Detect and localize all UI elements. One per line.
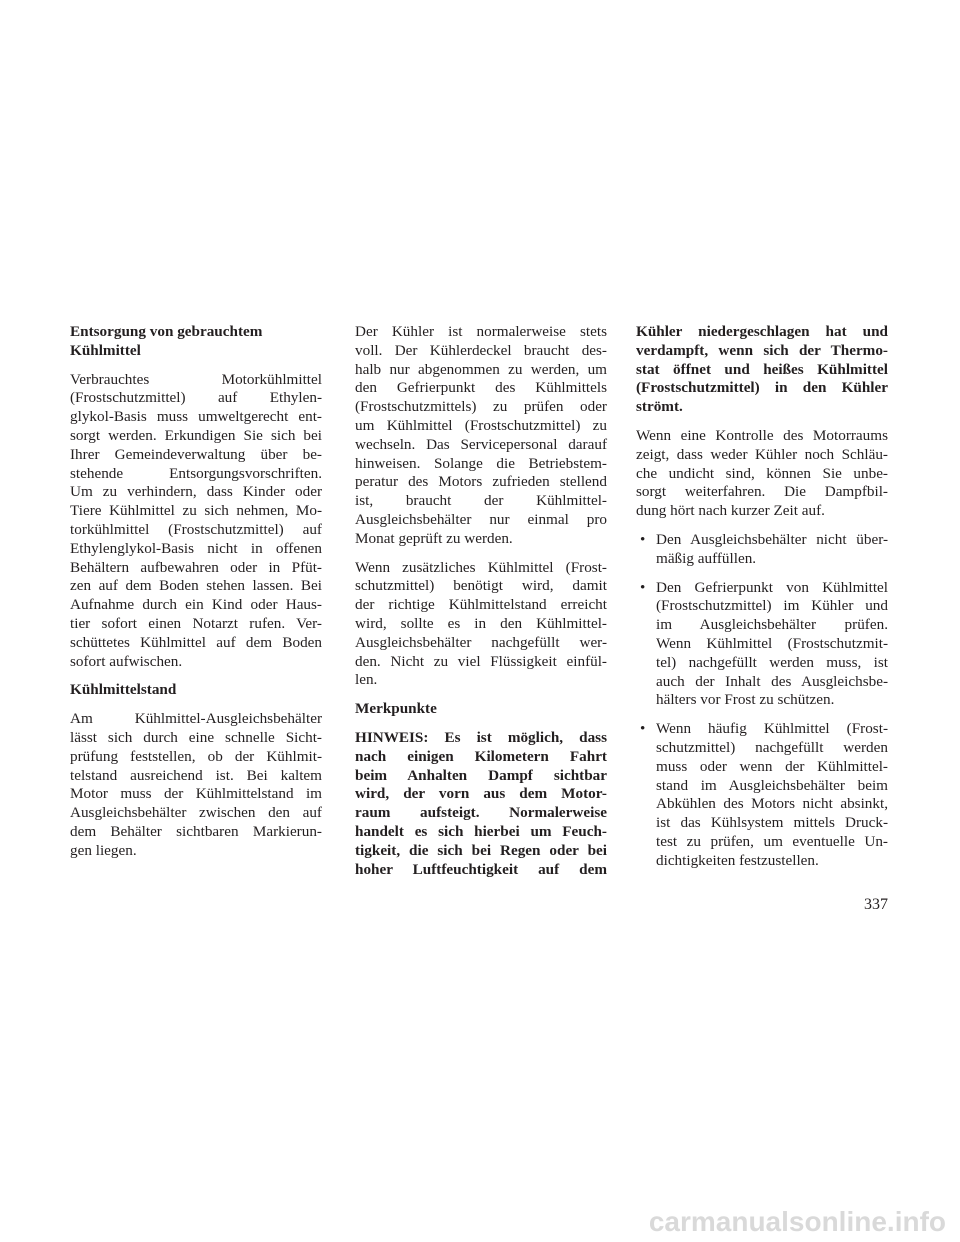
- text-line: schutzmittel) nachgefüllt werden: [656, 738, 888, 756]
- text-line: den Gefrierpunkt des Kühlmittels: [355, 379, 607, 397]
- text-line: Wenn zusätzliches Kühlmittel (Frost-: [355, 558, 607, 576]
- note-steam-continued: [636, 323, 888, 417]
- list-item-text: [656, 720, 888, 870]
- text-line: prüfung feststellen, ob der Kühlmit-: [70, 747, 322, 765]
- text-line: Wenn eine Kontrolle des Motorraums: [636, 426, 888, 444]
- text-line: Behältern aufbewahren oder in Pfüt-: [70, 558, 322, 576]
- text-line: zeigt, dass weder Kühler noch Schläu-: [636, 445, 888, 463]
- text-line: Den Gefrierpunkt von Kühlmittel: [656, 578, 888, 596]
- list-item: [636, 720, 888, 870]
- text-line: lässt sich durch eine schnelle Sicht-: [70, 728, 322, 746]
- text-line: Verbrauchtes Motorkühlmittel: [70, 370, 322, 388]
- column-middle: [355, 323, 607, 889]
- text-line: den. Nicht zu viel Flüssigkeit einfül-: [355, 652, 607, 670]
- text-line: Der Kühler ist normalerweise stets: [355, 323, 607, 340]
- paragraph-coolant-level: [70, 710, 322, 860]
- text-line: wird, der vorn aus dem Motor-: [355, 785, 607, 803]
- text-line: Um zu verhindern, dass Kinder oder: [70, 483, 322, 501]
- text-line: um Kühlmittel (Frostschutzmittel) zu: [355, 416, 607, 434]
- text-line: nach einigen Kilometern Fahrt: [355, 747, 607, 765]
- text-line: sorgt weiterfahren. Die Dampfbil-: [636, 483, 888, 501]
- watermark-logo: carmanualsonline.info: [648, 1206, 946, 1237]
- text-line: im Ausgleichsbehälter prüfen.: [656, 616, 888, 634]
- heading-notes: Merkpunkte: [355, 700, 437, 718]
- text-line: wechseln. Das Servicepersonal darauf: [355, 435, 607, 453]
- text-line: tigkeit, die sich bei Regen oder bei: [355, 841, 607, 859]
- text-line: telstand ausreichend ist. Bei kaltem: [70, 766, 322, 784]
- text-line: Den Ausgleichsbehälter nicht über-: [656, 530, 888, 548]
- text-line: zen auf dem Boden stehen lassen. Bei: [70, 577, 322, 595]
- text-line: wird, sollte es in den Kühlmittel-: [355, 614, 607, 632]
- text-line: glykol-Basis muss umweltgerecht ent-: [70, 408, 322, 426]
- text-line: stand im Ausgleichsbehälter beim: [656, 776, 888, 794]
- paragraph-refill: [355, 559, 607, 691]
- text-line: sorgt werden. Erkundigen Sie sich bei: [70, 426, 322, 444]
- text-line: Am Kühlmittel-Ausgleichsbehälter: [70, 710, 322, 728]
- list-item: [636, 531, 888, 569]
- text-line: beim Anhalten Dampf sichtbar: [355, 766, 607, 784]
- list-item-text: [656, 579, 888, 711]
- text-line: gen liegen.: [70, 841, 137, 859]
- text-line: der richtige Kühlmittelstand erreicht: [355, 596, 607, 614]
- text-line: Ausgleichsbehälter nachgefüllt wer-: [355, 633, 607, 651]
- text-line: che undicht sind, können Sie unbe-: [636, 464, 888, 482]
- text-line: Wenn häufig Kühlmittel (Frost-: [656, 720, 888, 738]
- text-line: dem Behälter sichtbaren Markierun-: [70, 822, 322, 840]
- text-line: schutzmittel) benötigt wird, damit: [355, 577, 607, 595]
- text-line: torkühlmittel (Frostschutzmittel) auf: [70, 520, 322, 538]
- text-line: stehende Entsorgungsvorschriften.: [70, 464, 322, 482]
- text-line: Kühler niedergeschlagen hat und: [636, 323, 888, 340]
- text-line: Ihrer Gemeindeverwaltung über be-: [70, 445, 322, 463]
- text-line: halb nur abgenommen zu werden, um: [355, 360, 607, 378]
- text-line: mäßig auffüllen.: [656, 549, 757, 567]
- text-line: dung hört nach kurzer Zeit auf.: [636, 502, 825, 520]
- text-line: Abkühlen des Motors nicht absinkt,: [656, 795, 888, 813]
- text-line: test zu prüfen, um eventuelle Un-: [656, 832, 888, 850]
- text-line: dichtigkeiten festzustellen.: [656, 851, 819, 869]
- bullet-icon: •: [640, 530, 646, 548]
- text-line: handelt es sich hierbei um Feuch-: [355, 822, 607, 840]
- text-line: Wenn Kühlmittel (Frostschutzmit-: [656, 634, 888, 652]
- bullet-icon: •: [640, 578, 646, 596]
- text-line: Aufnahme durch ein Kind oder Haus-: [70, 596, 322, 614]
- text-line: Ethylenglykol-Basis nicht in offenen: [70, 539, 322, 557]
- text-line: (Frostschutzmittels) zu prüfen oder: [355, 398, 607, 416]
- paragraph-inspection: [636, 427, 888, 521]
- list-item-text: [656, 531, 888, 569]
- text-line: peratur des Motors zufrieden stellend: [355, 473, 607, 491]
- text-line: ist, braucht der Kühlmittel-: [355, 492, 607, 510]
- text-line: stat öffnet und heißes Kühlmittel: [636, 360, 888, 378]
- text-line: schüttetes Kühlmittel auf dem Boden: [70, 633, 322, 651]
- list-item: [636, 579, 888, 711]
- text-line: HINWEIS: Es ist möglich, dass: [355, 728, 607, 746]
- text-line: Ausgleichsbehälter nur einmal pro: [355, 510, 607, 528]
- column-left: [70, 323, 322, 871]
- text-line: (Frostschutzmittel) im Kühler und: [656, 597, 888, 615]
- text-line: Ausgleichsbehälter zwischen den auf: [70, 804, 322, 822]
- heading-disposal: Entsorgung von gebrauchtem Kühlmittel: [70, 323, 263, 359]
- text-line: Tiere Kühlmittel zu sich nehmen, Mo-: [70, 502, 322, 520]
- text-line: (Frostschutzmittel) auf Ethylen-: [70, 389, 322, 407]
- text-line: muss oder wenn der Kühlmittel-: [656, 757, 888, 775]
- text-line: auch der Inhalt des Ausgleichsbe-: [656, 672, 888, 690]
- paragraph-radiator: [355, 323, 607, 549]
- page-number: 337: [864, 896, 888, 913]
- column-right: [636, 323, 888, 881]
- note-steam: [355, 729, 607, 879]
- text-line: tier sofort einen Notarzt rufen. Ver-: [70, 614, 322, 632]
- text-line: verdampft, wenn sich der Thermo-: [636, 341, 888, 359]
- paragraph-disposal: [70, 371, 322, 672]
- text-line: ist das Kühlsystem mittels Druck-: [656, 814, 888, 832]
- text-line: hinweisen. Solange die Betriebstem-: [355, 454, 607, 472]
- text-line: sofort aufwischen.: [70, 652, 183, 670]
- text-line: hoher Luftfeuchtigkeit auf dem: [355, 860, 607, 878]
- bullet-list: [636, 531, 888, 871]
- text-line: Monat geprüft zu werden.: [355, 529, 513, 547]
- text-line: hälters vor Frost zu schützen.: [656, 691, 835, 709]
- text-line: voll. Der Kühlerdeckel braucht des-: [355, 341, 607, 359]
- text-line: raum aufsteigt. Normalerweise: [355, 804, 607, 822]
- text-line: (Frostschutzmittel) in den Kühler: [636, 379, 888, 397]
- text-line: Motor muss der Kühlmittelstand im: [70, 785, 322, 803]
- bullet-icon: •: [640, 720, 646, 738]
- text-line: len.: [355, 671, 378, 689]
- text-line: tel) nachgefüllt werden muss, ist: [656, 653, 888, 671]
- heading-coolant-level: Kühlmittelstand: [70, 681, 177, 699]
- text-line: strömt.: [636, 398, 683, 416]
